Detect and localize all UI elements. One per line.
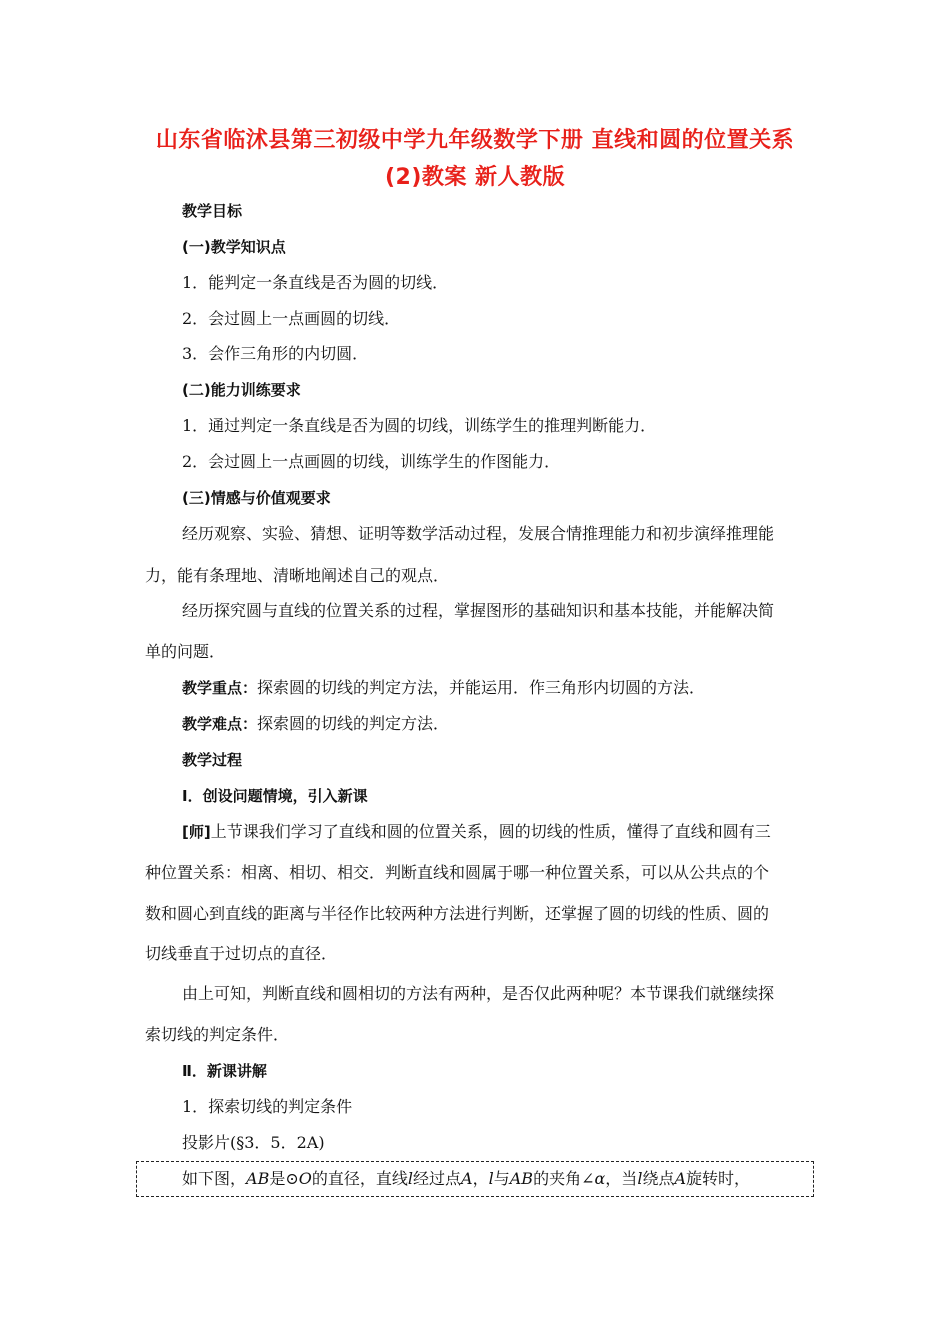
- section1-heading: Ⅰ．创设问题情境，引入新课: [182, 787, 368, 805]
- problem-text-part: 旋转时，: [686, 1169, 751, 1188]
- emotion-paragraph-2-line-1: 经历探究圆与直线的位置关系的过程，掌握图形的基础知识和基本技能，并能解决简: [182, 601, 775, 620]
- section1-paragraph-1-line-1: [182, 821, 771, 843]
- emotion-paragraph-1-line-2: 力，能有条理地、清晰地阐述自己的观点．: [145, 566, 450, 585]
- ability-item-1: 1．通过判定一条直线是否为圆的切线，训练学生的推理判断能力．: [182, 416, 657, 435]
- emotion-paragraph-2-line-2: 单的问题．: [145, 642, 226, 661]
- angle-alpha: α: [594, 1169, 606, 1188]
- key-point: [182, 677, 705, 699]
- teacher-label: [师]: [182, 823, 211, 841]
- section1-p1-line1-text: 上节课我们学习了直线和圆的位置关系，圆的切线的性质，懂得了直线和圆有三: [210, 822, 771, 841]
- line-l: l: [637, 1169, 643, 1188]
- point-o: O: [298, 1169, 312, 1188]
- knowledge-item-3: 3．会作三角形的内切圆．: [182, 344, 369, 363]
- section1-paragraph-2-line-2: 索切线的判定条件．: [145, 1025, 290, 1044]
- problem-text-part: 是⊙: [269, 1169, 299, 1188]
- difficult-point-text: 探索圆的切线的判定方法．: [257, 714, 450, 733]
- segment-ab: AB: [246, 1169, 270, 1188]
- ability-item-2: 2．会过圆上一点画圆的切线，训练学生的作图能力．: [182, 452, 561, 471]
- problem-text-part: 与: [493, 1169, 510, 1188]
- knowledge-heading: (一)教学知识点: [182, 238, 286, 256]
- key-point-label: 教学重点：: [182, 679, 258, 697]
- line-l: l: [488, 1169, 494, 1188]
- problem-text-part: 的夹角∠: [533, 1169, 595, 1188]
- section1-paragraph-1-line-3: 数和圆心到直线的距离与半径作比较两种方法进行判断，还掌握了圆的切线的性质、圆的: [145, 904, 770, 923]
- goals-heading: 教学目标: [182, 202, 243, 220]
- point-a: A: [461, 1169, 473, 1188]
- section2-heading: Ⅱ．新课讲解: [182, 1062, 267, 1080]
- knowledge-item-2: 2．会过圆上一点画圆的切线．: [182, 309, 401, 328]
- segment-ab: AB: [509, 1169, 534, 1188]
- difficult-point: [182, 713, 449, 735]
- problem-text-part: ，: [472, 1169, 489, 1188]
- section1-paragraph-1-line-2: 种位置关系：相离、相切、相交．判断直线和圆属于哪一种位置关系，可以从公共点的个: [145, 863, 770, 882]
- problem-text-part: 绕点: [642, 1169, 675, 1188]
- section1-paragraph-2-line-1: 由上可知，判断直线和圆相切的方法有两种，是否仅此两种呢？本节课我们就继续探: [182, 984, 775, 1003]
- emotion-paragraph-1-line-1: 经历观察、实验、猜想、证明等数学活动过程，发展合情推理能力和初步演绎推理能: [182, 524, 775, 543]
- problem-text-part: 的直径，直线: [311, 1169, 408, 1188]
- key-point-text: 探索圆的切线的判定方法，并能运用．作三角形内切圆的方法．: [257, 678, 706, 697]
- emotion-heading: (三)情感与价值观要求: [182, 489, 331, 507]
- document-title-line2: (2)教案 新人教版: [384, 165, 566, 190]
- ability-heading: (二)能力训练要求: [182, 381, 301, 399]
- problem-text-part: 经过点: [413, 1169, 462, 1188]
- section2-item-1: 1．探索切线的判定条件: [182, 1097, 353, 1116]
- problem-text-part: ，当: [605, 1169, 638, 1188]
- section1-paragraph-1-line-4: 切线垂直于过切点的直径．: [145, 944, 338, 963]
- knowledge-item-1: 1．能判定一条直线是否为圆的切线．: [182, 273, 449, 292]
- point-a: A: [674, 1169, 687, 1188]
- document-title-line1: 山东省临沭县第三初级中学九年级数学下册 直线和圆的位置关系: [155, 128, 795, 153]
- process-heading: 教学过程: [182, 751, 243, 769]
- problem-text: [182, 1168, 750, 1190]
- problem-text-part: 如下图，: [182, 1169, 247, 1188]
- projection-label: 投影片(§3．5．2A): [182, 1133, 325, 1152]
- difficult-point-label: 教学难点：: [182, 715, 258, 733]
- line-l: l: [407, 1169, 414, 1188]
